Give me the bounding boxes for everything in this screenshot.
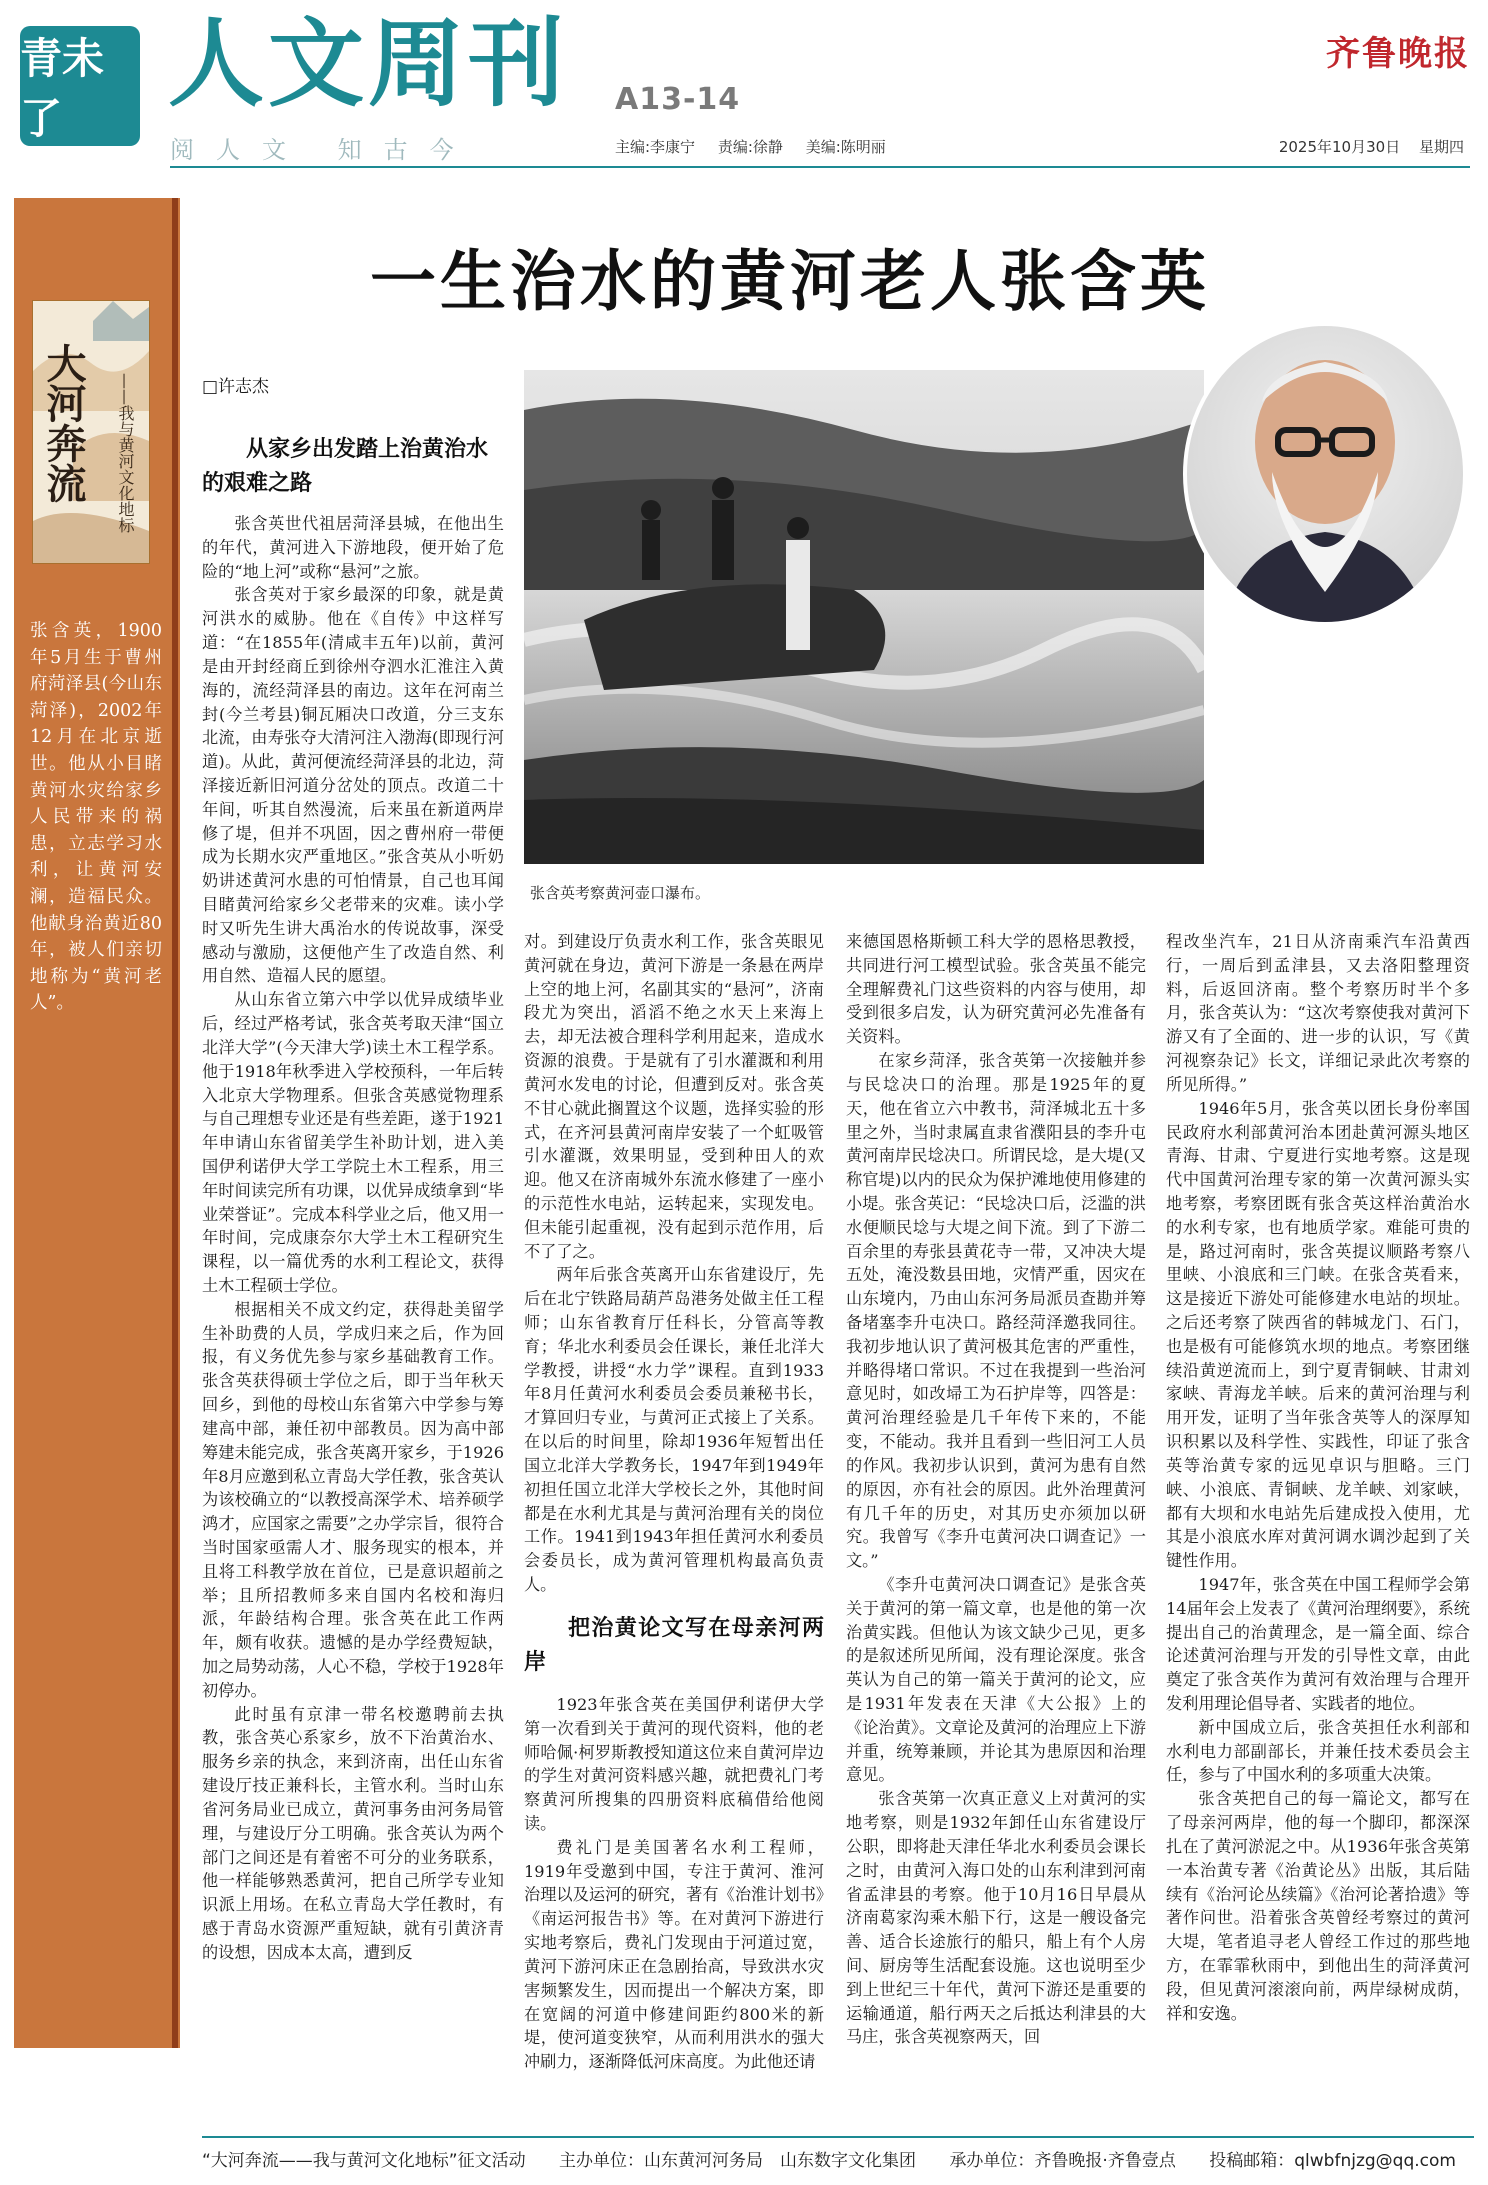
article-column-2 bbox=[524, 930, 824, 2074]
footer-credits bbox=[202, 2146, 1474, 2171]
masthead-rule bbox=[170, 166, 1470, 168]
art-editor: 美编:陈明丽 bbox=[805, 138, 886, 156]
bio-sidebar: 张含英，1900年5月生于曹州府菏泽县(今山东菏泽)，2002年12月在北京逝世。他从小目睹黄河水灾给家乡人民带来的祸患，立志学习水利，让黄河安澜，造福民众。他献身治黄近80年，被人们亲切地称为“黄河老人”。 bbox=[30, 621, 162, 1014]
paragraph: 张含英对于家乡最深的印象，就是黄河洪水的威胁。他在《自传》中这样写道：“在1855年(清咸丰五年)以前，黄河是由开封经商丘到徐州夺泗水汇淮注入黄海的，流经菏泽县的南边。这年在河南兰封(今兰考县)铜瓦厢决口改道，分三支东北流，由寿张夺大清河注入渤海(即现行河道)。从此，黄河便流经菏泽县的北边，菏泽接近新旧河道分岔处的顶点。改道二十年间，听其自然漫流，后来虽在新道两岸修了堤，但并不巩固，因之曹州府一带便成为长期水灾严重地区。”张含英从小听奶奶讲述黄河水患的可怕情景，自己也耳闻目睹黄河给家乡父老带来的灾难。读小学时又听先生讲大禹治水的传说故事，深受感动与激励，这便他产生了改造自然、利用自然、造福人民的愿望。 bbox=[202, 585, 504, 986]
paragraph: 《李升屯黄河决口调查记》是张含英关于黄河的第一篇文章，也是他的第一次治黄实践。但他认为该文缺少己见，更多的是叙述所见所闻，没有理论深度。张含英认为自己的第一篇关于黄河的论文，应是1931年发表在天津《大公报》上的《论治黄》。文章论及黄河的治理应上下游并重，统筹兼顾，并论其为患原因和治理意见。 bbox=[846, 1574, 1146, 1785]
column-name: 大河奔流 bbox=[40, 343, 87, 503]
article-column-1 bbox=[202, 512, 504, 1965]
paragraph: 1947年，张含英在中国工程师学会第14届年会上发表了《黄河治理纲要》，系统提出自己的治黄理念，是一篇全面、综合论述黄河治理与开发的引导性文章，由此奠定了张含英作为黄河有效治理与合理开发利用理论倡导者、实践者的地位。 bbox=[1166, 1574, 1470, 1713]
paragraph: 张含英把自己的每一篇论文，都写在了母亲河两岸，他的每一个脚印，都深深扎在了黄河淤泥之中。从1936年张含英第一本治黄专著《治黄论丛》出版，其后陆续有《治河论丛续篇》《治河论著拾遗》等著作问世。沿着张含英曾经考察过的黄河大堤，笔者追寻老人曾经工作过的那些地方，在霏霏秋雨中，到他出生的菏泽黄河段，但见黄河滚滚向前，两岸绿树成荫，祥和安逸。 bbox=[1166, 1789, 1470, 2023]
headline: 一生治水的黄河老人张含英 bbox=[370, 242, 1210, 320]
paragraph: 张含英第一次真正意义上对黄河的实地考察，则是1932年卸任山东省建设厅公职，即将赴天津任华北水利委员会课长之时，由黄河入海口处的山东利津到河南省孟津县的考察。他于10月16日早晨从济南葛家沟乘木船下行，这是一艘设备完善、适合长途旅行的船只，船上有个人房间、厨房等生活配套设施。这也说明至少到上世纪三十年代，黄河下游还是重要的运输通道，船行两天之后抵达利津县的大马庄，张含英视察两天，回 bbox=[846, 1789, 1146, 2047]
responsible-editor: 责编:徐静 bbox=[717, 138, 783, 156]
waterfall-photo-image bbox=[524, 370, 1204, 864]
paragraph: 对。到建设厅负责水利工作，张含英眼见黄河就在身边，黄河下游是一条悬在两岸上空的地上河，名副其实的“悬河”，济南段尤为突出，滔滔不绝之水天上来海上去，却无法被合理科学利用起来，造成水资源的浪费。于是就有了引水灌溉和利用黄河水发电的讨论，但遭到反对。张含英不甘心就此搁置这个议题，选择实验的形式，在齐河县黄河南岸安装了一个虹吸管引水灌溉，效果明显，受到种田人的欢迎。他又在济南城外东流水修建了一座小的示范性水电站，运转起来，实现发电。但未能引起重视，没有起到示范作用，后不了了之。 bbox=[524, 932, 824, 1261]
issue-weekday: 星期四 bbox=[1418, 138, 1464, 156]
paragraph: 程改坐汽车，21日从济南乘汽车沿黄西行，一周后到孟津县，又去洛阳整理资料，后返回济南。整个考察历时半个多月，张含英认为：“这次考察使我对黄河下游又有了全面的、进一步的认识，写《黄河视察杂记》长文，详细记录此次考察的所见所得。” bbox=[1166, 932, 1470, 1094]
photo-caption: 张含英考察黄河壶口瀑布。 bbox=[530, 884, 711, 902]
submission-email: 投稿邮箱：qlwbfnjzg@qq.com bbox=[1209, 2151, 1456, 2171]
campaign-name: “大河奔流——我与黄河文化地标”征文活动 bbox=[202, 2151, 526, 2171]
issue-date: 2025年10月30日 bbox=[1278, 138, 1401, 156]
paragraph: 新中国成立后，张含英担任水利部和水利电力部副部长，并兼任技术委员会主任，参与了中国水利的多项重大决策。 bbox=[1166, 1717, 1470, 1785]
paragraph: 费礼门是美国著名水利工程师，1919年受邀到中国，专注于黄河、淮河治理以及运河的研究，著有《治淮计划书》《南运河报告书》等。在对黄河下游进行实地考察后，费礼门发现由于河道过宽，黄河下游河床正在急剧抬高，导致洪水灾害频繁发生，因而提出一个解决方案，即在宽阔的河道中修建间距约800米的新堤，使河道变狭窄，从而利用洪水的强大冲刷力，逐渐降低河床高度。为此他还请 bbox=[524, 1837, 824, 2072]
paragraph: 在家乡菏泽，张含英第一次接触并参与民埝决口的治理。那是1925年的夏天，他在省立六中教书，菏泽城北五十多里之外，当时隶属直隶省濮阳县的李升屯黄河南岸民埝决口。所谓民埝，是大堤(又称官堤)以内的民众为保护滩地使用修建的小堤。张含英记：“民埝决口后，泛滥的洪水便顺民埝与大堤之间下流。到了下游二百余里的寿张县黄花寺一带，又冲决大堤五处，淹没数县田地，灾情严重，因灾在山东境内，乃由山东河务局派员查勘并筹备堵塞李升屯决口。路经菏泽邀我同往。我初步地认识了黄河极其危害的严重性，并略得堵口常识。不过在我提到一些治河意见时，如改埽工为石护岸等，四答是：黄河治理经验是几千年传下来的，不能变，不能动。我并且看到一些旧河工人员的作风。我初步认识到，黄河为患有自然的原因，亦有社会的原因。此外治理黄河有几千年的历史，对其历史亦须加以研究。我曾写《李升屯黄河决口调查记》一文。” bbox=[846, 1051, 1146, 1571]
paragraph: 1923年张含英在美国伊利诺伊大学第一次看到关于黄河的现代资料，他的老师哈佩·柯罗斯教授知道这位来自黄河岸边的学生对黄河资料感兴趣，就把费礼门考察黄河所搜集的四册资料底稿借给他阅读。 bbox=[524, 1694, 824, 1833]
paragraph: 根据相关不成文约定，获得赴美留学生补助费的人员，学成归来之后，作为回报，有义务优先参与家乡基础教育工作。张含英获得硕士学位之后，即于当年秋天回乡，到他的母校山东省第六中学参与筹建高中部，兼任初中部教员。因为高中部筹建未能完成，张含英离开家乡，于1926年8月应邀到私立青岛大学任教，张含英认为该校确立的“以教授高深学术、培养硕学鸿才，应国家之需要”之办学宗旨，很符合当时国家亟需人才、服务现实的根本，并且将工科教学放在首位，已是意识超前之举；且所招教师多来自国内名校和海归派，年龄结构合理。张含英在此工作两年，颇有收获。遗憾的是办学经费短缺，加之局势动荡，人心不稳，学校于1928年初停办。 bbox=[202, 1299, 504, 1700]
section-title: 人文周刊 bbox=[168, 8, 568, 120]
article-column-3 bbox=[846, 930, 1146, 2049]
author-byline: □许志杰 bbox=[202, 377, 270, 397]
paragraph: 此时虽有京津一带名校邀聘前去执教，张含英心系家乡，放不下治黄治水、服务乡亲的执念，来到济南，出任山东省建设厅技正兼科长，主管水利。当时山东省河务局业已成立，黄河事务由河务局管理，与建设厅分工明确。张含英认为两个部门之间还是有着密不可分的业务联系，他一样能够熟悉黄河，把自己所学专业知识派上用场。在私立青岛大学任教时，有感于青岛水资源严重短缺，就有引黄济青的设想，因成本太高，遭到反 bbox=[202, 1704, 504, 1962]
host-units: 主办单位：山东黄河河务局 山东数字文化集团 bbox=[559, 2151, 917, 2171]
editor-credits bbox=[615, 136, 904, 157]
section-subtitle: 阅人文 知古今 bbox=[170, 136, 476, 164]
logo: 青未了 bbox=[20, 26, 140, 146]
paragraph: 两年后张含英离开山东省建设厅，先后在北宁铁路局葫芦岛港务处做主任工程师；山东省教育厅任科长，分管高等教育；华北水利委员会任课长，兼任北洋大学教授，讲授“水力学”课程。直到1933年8月任黄河水利委员会委员兼秘书长，才算回归专业，与黄河正式接上了关系。在以后的时间里，除却1936年短暂出任国立北洋大学教务长，1947年到1949年初担任国立北洋大学校长之外，其他时间都是在水利尤其是与黄河治理有关的岗位工作。1941到1943年担任黄河水利委员会委员长，成为黄河管理机构最高负责人。 bbox=[524, 1265, 824, 1594]
article-column-4 bbox=[1166, 930, 1470, 2025]
paragraph: 从山东省立第六中学以优异成绩毕业后，经过严格考试，张含英考取天津“国立北洋大学”(今天津大学)读土木工程学系。他于1918年秋季进入学校预科，一年后转入北京大学物理系。但张含英感觉物理系与自己理想专业还是有些差距，遂于1921年申请山东省留美学生补助计划，进入美国伊利诺伊大学工学院土木工程系，用三年时间读完所有功课，以优异成绩拿到“毕业荣誉证”。完成本科学业之后，他又用一年时间，完成康奈尔大学土木工程研究生课程，以一篇优秀的水利工程论文，获得土木工程硕士学位。 bbox=[202, 990, 504, 1295]
waterfall-photo bbox=[524, 370, 1204, 864]
section-heading-1: 从家乡出发踏上治黄治水的艰难之路 bbox=[202, 436, 489, 497]
footer-rule bbox=[202, 2136, 1474, 2138]
column-badge bbox=[32, 300, 150, 564]
paragraph: 张含英世代祖居菏泽县城，在他出生的年代，黄河进入下游地段，便开始了危险的“地上河”或称“悬河”之旅。 bbox=[202, 514, 504, 581]
sidebar-strip bbox=[172, 198, 178, 2048]
portrait-photo bbox=[1182, 322, 1468, 626]
paragraph: 1946年5月，张含英以团长身份率国民政府水利部黄河治本团赴黄河源头地区青海、甘肃、宁夏进行实地考察。这是现代中国黄河治理专家的第一次黄河源头实地考察，考察团既有张含英这样治黄治水的水利专家，也有地质学家。难能可贵的是，路过河南时，张含英提议顺路考察八里峡、小浪底和三门峡。在张含英看来，这是接近下游处可能修建水电站的坝址。之后还考察了陕西省的韩城龙门、石门，也是极有可能修筑水坝的地点。考察团继续沿黄逆流而上，到宁夏青铜峡、甘肃刘家峡、青海龙羊峡。后来的黄河治理与利用开发，证明了当年张含英等人的深厚知识积累以及科学性、实践性，印证了张含英等治黄专家的远见卓识与胆略。三门峡、小浪底、青铜峡、龙羊峡、刘家峡，都有大坝和水电站先后建成投入使用，尤其是小浪底水库对黄河调水调沙起到了关键性作用。 bbox=[1166, 1098, 1470, 1571]
section-heading-2: 把治黄论文写在母亲河两岸 bbox=[524, 1614, 824, 1675]
paragraph: 来德国恩格斯顿工科大学的恩格思教授，共同进行河工模型试验。张含英虽不能完全理解费礼门这些资料的内容与使用，却受到很多启发，认为研究黄河必先准备有关资料。 bbox=[846, 932, 1146, 1047]
newspaper-brand: 齐鲁晚报 bbox=[1326, 34, 1470, 74]
portrait-image bbox=[1182, 322, 1468, 626]
organizer-unit: 承办单位：齐鲁晚报·齐鲁壹点 bbox=[949, 2151, 1176, 2171]
page-number: A13-14 bbox=[615, 82, 741, 117]
dateline bbox=[1265, 136, 1464, 157]
chief-editor: 主编:李康宁 bbox=[615, 138, 696, 156]
column-tagline: ——我与黄河文化地标 bbox=[116, 373, 135, 533]
